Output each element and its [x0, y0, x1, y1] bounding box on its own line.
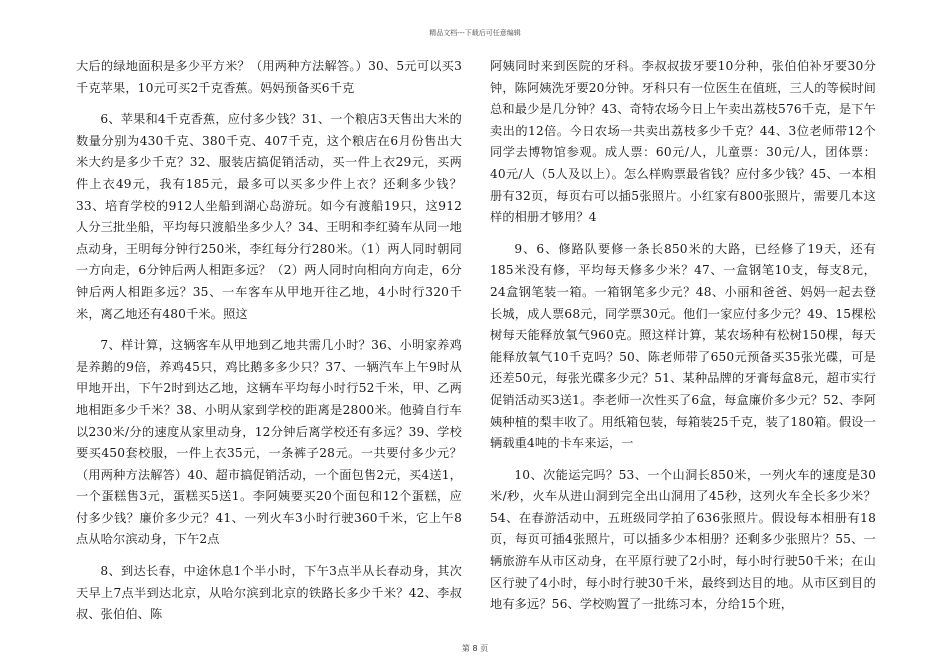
left-column	[76, 56, 462, 636]
right-column	[490, 56, 876, 626]
paragraph: 大后的绿地面积是多少平方米？（用两种方法解答。）30、5元可以买3千克苹果，10元可买2千克香蕉。妈妈预备买6千克	[76, 59, 462, 95]
paragraph: 10、次能运完吗？53、一个山洞长850米，一列火车的速度是30米/秒，火车从进山洞到完全出山洞用了45秒，这列火车全长多少米？54、在春游活动中，五班级同学拍了636张照片。假设每本相册有18页，每页可插4张照片，可以插多少本相册？还剩多少张照片？55、一辆旅游车从市区动身，在平原行驶了2小时，每小时行驶50千米；在山区行驶了4小时，每小时行驶30千米，最终到达目的地。从市区到目的地有多远？56、学校购置了一批练习本，分给15个班，	[490, 467, 876, 612]
page-number: 第 8 页	[461, 644, 489, 653]
paragraph: 8、到达长春，中途休息1个半小时，下午3点半从长春动身，其次天早上7点半到达北京，从哈尔滨到北京的铁路长多少千米？42、李叔叔、张伯伯、陈	[76, 564, 462, 622]
paragraph: 7、样计算，这辆客车从甲地到乙地共需几小时？36、小明家养鸡是养鹅的9倍，养鸡45只，鸡比鹅多多少只？37、一辆汽车上午9时从甲地开出，下午2时到达乙地，这辆车平均每小时行52千米，甲、乙两地相距多少千米？38、小明从家到学校的距离是2800米。他骑自行车以230米/分的速度从家里动身，12分钟后离学校还有多远？39、学校要买450套校服，一件上衣35元，一条裤子28元。一共要付多少元？（用两种方法解答）40、超市搞促销活动，一个面包售2元，买4送1，一个蛋糕售3元，蛋糕买5送1。李阿姨要买20个面包和12个蛋糕，应付多少钱？廉价多少元？41、一列火车3小时行驶360千米，它上午8点从哈尔滨动身，下午2点	[76, 338, 462, 547]
paragraph: 阿姨同时来到医院的牙科。李叔叔拔牙要10分种，张伯伯补牙要30分钟，陈阿姨洗牙要20分钟。牙科只有一位医生在值班，三人的等候时间总和最少是几分钟？43、奇特农场今日上午卖出荔枝576千克，是下午卖出的12倍。今日农场一共卖出荔枝多少千克？44、3位老师带12个同学去博物馆参观。成人票：60元/人，儿童票：30元/人，团体票：40元/人（5人及以上）。怎么样购票最省钱？应付多少钱？45、一本相册有32页，每页右可以插5张照片。小红家有800张照片，需要几本这样的相册才够用？4	[490, 59, 876, 225]
paragraph: 9、6、修路队要修一条长850米的大路，已经修了19天，还有185米没有修，平均每天修多少米？47、一盒钢笔10支，每支8元，24盒钢笔装一箱。一箱钢笔多少元？48、小丽和爸爸、妈妈一起去登长城，成人票68元，同学票30元。他们一家应付多少元？49、15棵松树每天能释放氧气960克。照这样计算，某农场种有松树150棵，每天能释放氧气10千克吗？50、陈老师带了650元预备买35张光碟，可是还差50元，每张光碟多少元？51、某种品牌的牙膏每盒8元，超市实行促销活动买3送1。李老师一次性买了6盒，每盒廉价多少元？52、李阿姨种植的梨丰收了。用纸箱包装，每箱装25千克，装了180箱。假设一辆载重4吨的卡车来运，一	[490, 241, 876, 451]
paragraph: 6、苹果和4千克香蕉，应付多少钱？31、一个粮店3天售出大米的数量分别为430千克、380千克、407千克，这个粮店在6月份售出大米大约是多少千克？32、服装店搞促销活动，买一件上衣29元，买两件上衣49元，我有185元，最多可以买多少件上衣？还剩多少钱？33、培育学校的912人坐船到湖心岛游玩。如今有渡船19只，这912人分三批坐船，平均每只渡船坐多少人？34、王明和李红骑车从同一地点动身，王明每分钟行250米，李红每分行280米。（1）两人同时朝同一方向走，6分钟后两人相距多远？（2）两人同时向相向方向走，6分钟后两人相距多远？35、一车客车从甲地开往乙地，4小时行320千米，离乙地还有480千米。照这	[76, 112, 462, 321]
page-header: 精品文档---下载后可任意编辑	[429, 29, 521, 37]
